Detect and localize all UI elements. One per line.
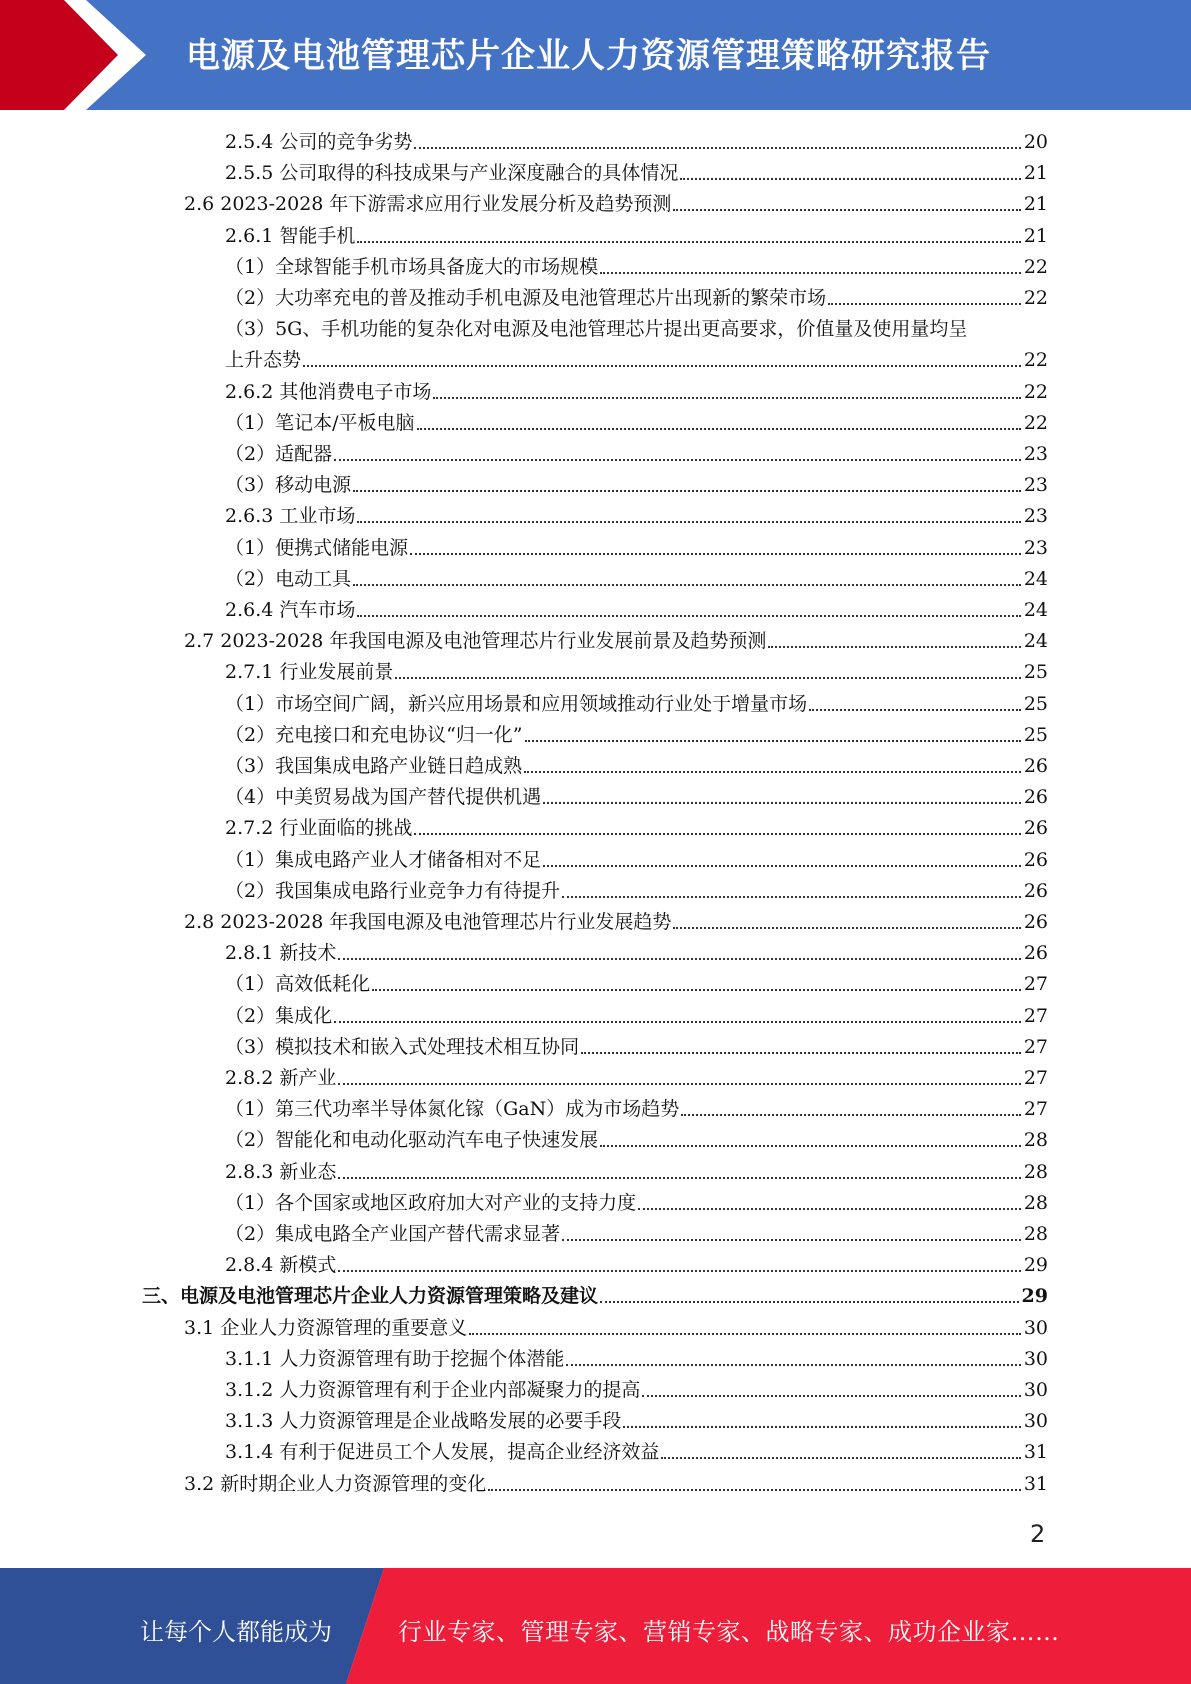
toc-entry[interactable]: [225, 596, 1048, 624]
toc-dot-leader: [600, 272, 1021, 274]
toc-entry-title: （1）各个国家或地区政府加大对产业的支持力度: [225, 1191, 637, 1214]
toc-dot-leader: [809, 709, 1021, 711]
toc-entry[interactable]: [225, 877, 1048, 905]
toc-entry-title: 2.8.1 新技术: [225, 942, 337, 965]
toc-dot-leader: [433, 397, 1020, 399]
toc-dot-leader: [638, 1208, 1021, 1210]
toc-entry-title: 3.1.4 有利于促进员工个人发展，提高企业经济效益: [225, 1441, 660, 1464]
toc-entry-page: 26: [1023, 942, 1048, 965]
page-number: 2: [1030, 1520, 1046, 1548]
toc-dot-leader: [334, 1021, 1021, 1023]
toc-dot-leader: [525, 740, 1021, 742]
toc-dot-leader: [600, 1301, 1019, 1303]
toc-entry[interactable]: [225, 939, 1048, 967]
toc-dot-leader: [338, 1177, 1020, 1179]
toc-dot-leader: [334, 459, 1021, 461]
toc-entry-title: 3.1.1 人力资源管理有助于挖掘个体潜能: [225, 1347, 565, 1370]
toc-entry-title: （1）笔记本/平板电脑: [225, 411, 415, 434]
toc-entry-page: 22: [1023, 349, 1048, 372]
toc-dot-leader: [828, 303, 1021, 305]
toc-dot-leader: [680, 178, 1020, 180]
toc-dot-leader: [681, 1114, 1021, 1116]
toc-dot-leader: [488, 1489, 1021, 1491]
toc-entry-title: 2.8.2 新产业: [225, 1067, 337, 1089]
toc-entry-title: 三、电源及电池管理芯片企业人力资源管理策略及建议: [142, 1285, 599, 1308]
toc-entry-title: 2.5.4 公司的竞争劣势: [225, 131, 413, 153]
toc-entry-page: 27: [1023, 1004, 1048, 1027]
toc-dot-leader: [543, 865, 1021, 867]
toc-entry-page: 24: [1023, 567, 1048, 590]
toc-entry[interactable]: [184, 190, 1048, 218]
toc-entry-title: 2.8.3 新业态: [225, 1160, 337, 1183]
toc-entry-page: 31: [1023, 1472, 1048, 1495]
toc-entry-title: 3.1.2 人力资源管理有利于企业内部凝聚力的提高: [225, 1379, 641, 1401]
toc-entry-page: 30: [1023, 1316, 1048, 1339]
toc-entry-title: 2.8 2023-2028 年我国电源及电池管理芯片行业发展趋势: [184, 911, 672, 933]
toc-entry-title: 2.6.2 其他消费电子市场: [225, 380, 432, 403]
toc-entry[interactable]: [184, 627, 1048, 655]
toc-entry[interactable]: [184, 1314, 1048, 1342]
toc-entry-page: 23: [1023, 505, 1048, 528]
toc-entry-title: （1）市场空间广阔，新兴应用场景和应用领域推动行业处于增量市场: [225, 692, 808, 715]
toc-entry[interactable]: [142, 1282, 1048, 1310]
toc-entry[interactable]: [225, 378, 1048, 406]
toc-entry-title: （2）电动工具: [225, 567, 352, 590]
page-footer: [0, 1568, 1191, 1684]
toc-entry[interactable]: [225, 565, 1048, 593]
toc-entry[interactable]: [225, 1126, 1048, 1154]
toc-entry-page: 26: [1023, 848, 1048, 871]
toc-entry[interactable]: [225, 1095, 1048, 1123]
toc-entry-page: 21: [1023, 193, 1048, 216]
toc-entry[interactable]: [225, 346, 1048, 374]
toc-entry-page: 23: [1023, 474, 1048, 497]
toc-entry[interactable]: [225, 690, 1048, 718]
toc-entry-title: 3.2 新时期企业人力资源管理的变化: [184, 1472, 487, 1495]
toc-entry[interactable]: [225, 1376, 1048, 1404]
toc-entry-page: 24: [1023, 599, 1048, 621]
toc-entry[interactable]: [184, 908, 1048, 936]
toc-entry[interactable]: [225, 534, 1048, 562]
toc-entry-title: 3.1.3 人力资源管理是企业战略发展的必要手段: [225, 1410, 622, 1433]
toc-entry-page: 20: [1023, 131, 1048, 153]
toc-entry-title: （3）我国集成电路产业链日趋成熟: [225, 755, 523, 777]
toc-entry-page: 27: [1023, 1098, 1048, 1121]
toc-entry[interactable]: [225, 409, 1048, 437]
toc-entry-page: 23: [1023, 536, 1048, 559]
toc-entry-page: 25: [1023, 661, 1048, 684]
toc-dot-leader: [338, 958, 1020, 960]
toc-entry-title: 2.7.1 行业发展前景: [225, 661, 394, 684]
footer-slogan-right: 行业专家、管理专家、营销专家、战略专家、成功企业家……: [398, 1618, 1060, 1646]
toc-dot-leader: [353, 584, 1021, 586]
toc-entry[interactable]: [225, 128, 1048, 156]
toc-entry-page: 26: [1023, 817, 1048, 840]
toc-entry-page: 31: [1023, 1441, 1048, 1464]
toc-entry-title: （2）适配器: [225, 443, 333, 465]
toc-dot-leader: [338, 1270, 1020, 1272]
toc-entry-page: 26: [1023, 755, 1048, 777]
toc-entry-page: 26: [1023, 879, 1048, 902]
toc-dot-leader: [417, 428, 1021, 430]
toc-entry[interactable]: [225, 752, 1048, 780]
toc-entry[interactable]: [225, 1064, 1048, 1092]
toc-entry-page: 22: [1023, 411, 1048, 434]
toc-entry-title: （4）中美贸易战为国产替代提供机遇: [225, 786, 542, 809]
toc-entry-title: （2）智能化和电动化驱动汽车电子快速发展: [225, 1129, 599, 1152]
toc-dot-leader: [623, 1426, 1020, 1428]
toc-entry-title: 2.6.1 智能手机: [225, 224, 356, 247]
toc-entry-page: 25: [1023, 723, 1048, 746]
toc-dot-leader: [357, 521, 1020, 523]
toc-dot-leader: [414, 147, 1020, 149]
toc-entry-title: （1）高效低耗化: [225, 973, 371, 996]
page-header: [0, 0, 1191, 110]
toc-dot-leader: [395, 677, 1020, 679]
toc-entry-title: （2）集成化: [225, 1004, 333, 1027]
toc-entry-title: 2.6 2023-2028 年下游需求应用行业发展分析及趋势预测: [184, 193, 672, 216]
toc-dot-leader: [338, 1083, 1020, 1085]
toc-entry[interactable]: [225, 471, 1048, 499]
toc-dot-leader: [673, 927, 1020, 929]
toc-entry-page: 29: [1023, 1254, 1048, 1277]
toc-entry-page: 28: [1023, 1223, 1048, 1245]
toc-dot-leader: [357, 241, 1020, 243]
toc-dot-leader: [566, 1364, 1020, 1366]
toc-entry-page: 28: [1023, 1160, 1048, 1183]
toc-entry[interactable]: [225, 814, 1048, 842]
report-title: 电源及电池管理芯片企业人力资源管理策略研究报告: [186, 36, 991, 76]
toc-entry[interactable]: [225, 253, 1048, 281]
toc-entry-title: （3）移动电源: [225, 474, 352, 497]
toc-entry-page: 29: [1021, 1285, 1048, 1308]
toc-entry-title: （2）我国集成电路行业竞争力有待提升: [225, 879, 561, 902]
toc-entry-page: 22: [1023, 287, 1048, 309]
toc-dot-leader: [543, 802, 1021, 804]
toc-entry-title: 2.5.5 公司取得的科技成果与产业深度融合的具体情况: [225, 162, 679, 185]
toc-entry[interactable]: [225, 721, 1048, 749]
toc-entry-title: （2）充电接口和充电协议“归一化”: [225, 723, 523, 746]
toc-entry-page: 24: [1023, 630, 1048, 653]
toc-entry-title: 3.1 企业人力资源管理的重要意义: [184, 1316, 468, 1339]
toc-dot-leader: [600, 1145, 1021, 1147]
toc-entry-page: 26: [1023, 786, 1048, 809]
toc-dot-leader: [562, 896, 1021, 898]
toc-entry[interactable]: [225, 1220, 1048, 1248]
toc-dot-leader: [414, 833, 1020, 835]
toc-entry-title: （1）集成电路产业人才储备相对不足: [225, 848, 542, 871]
toc-entry[interactable]: [225, 1345, 1048, 1373]
toc-entry-title: （1）全球智能手机市场具备庞大的市场规模: [225, 255, 599, 278]
toc-entry[interactable]: [225, 1033, 1048, 1061]
toc-entry-title: 2.6.4 汽车市场: [225, 599, 356, 621]
toc-entry-title: 2.7.2 行业面临的挑战: [225, 817, 413, 840]
toc-entry-title: 2.6.3 工业市场: [225, 505, 356, 528]
toc-entry-page: 30: [1023, 1347, 1048, 1370]
toc-entry-title: 上升态势: [225, 349, 302, 372]
toc-dot-leader: [303, 365, 1021, 367]
toc-entry[interactable]: [225, 315, 1048, 343]
toc-entry-page: 27: [1023, 1035, 1048, 1058]
toc-entry[interactable]: [225, 440, 1048, 468]
toc-entry-title: 2.7 2023-2028 年我国电源及电池管理芯片行业发展前景及趋势预测: [184, 630, 767, 653]
toc-dot-leader: [642, 1395, 1020, 1397]
toc-entry-page: 28: [1023, 1129, 1048, 1152]
toc-dot-leader: [768, 646, 1020, 648]
toc-entry-page: 21: [1023, 224, 1048, 247]
toc-entry[interactable]: [225, 846, 1048, 874]
toc-dot-leader: [562, 1239, 1021, 1241]
toc-entry-page: 22: [1023, 255, 1048, 278]
toc-entry[interactable]: [225, 222, 1048, 250]
toc-entry[interactable]: [225, 1189, 1048, 1217]
toc-dot-leader: [410, 553, 1021, 555]
toc-entry-title: （2）集成电路全产业国产替代需求显著: [225, 1223, 561, 1245]
toc-entry[interactable]: [184, 1470, 1048, 1498]
toc-entry[interactable]: [225, 159, 1048, 187]
toc-entry-page: 27: [1023, 973, 1048, 996]
toc-entry-page: 26: [1023, 911, 1048, 933]
toc-dot-leader: [353, 490, 1021, 492]
toc-entry-title: （1）便携式储能电源: [225, 536, 409, 559]
toc-dot-leader: [372, 989, 1021, 991]
toc-entry-page: 30: [1023, 1410, 1048, 1433]
toc-dot-leader: [673, 209, 1020, 211]
toc-entry[interactable]: [225, 970, 1048, 998]
footer-slogan-left: 让每个人都能成为: [140, 1618, 332, 1646]
toc-dot-leader: [524, 771, 1021, 773]
toc-entry[interactable]: [225, 658, 1048, 686]
toc-dot-leader: [661, 1457, 1020, 1459]
toc-entry[interactable]: [225, 783, 1048, 811]
toc-entry[interactable]: [225, 1002, 1048, 1030]
toc-entry-page: 21: [1023, 162, 1048, 185]
toc-entry-title: （3）5G、手机功能的复杂化对电源及电池管理芯片提出更高要求，价值量及使用量均呈: [225, 318, 968, 341]
toc-dot-leader: [469, 1333, 1021, 1335]
toc-entry[interactable]: [225, 284, 1048, 312]
toc-entry-page: 27: [1023, 1067, 1048, 1089]
toc-entry-page: 28: [1023, 1191, 1048, 1214]
toc-entry[interactable]: [225, 1438, 1048, 1466]
toc-entry-title: （1）第三代功率半导体氮化镓（GaN）成为市场趋势: [225, 1098, 680, 1121]
toc-entry-page: 30: [1023, 1379, 1048, 1401]
toc-entry-title: （3）模拟技术和嵌入式处理技术相互协同: [225, 1035, 580, 1058]
toc-entry[interactable]: [225, 1251, 1048, 1279]
toc-entry-page: 25: [1023, 692, 1048, 715]
toc-dot-leader: [357, 615, 1020, 617]
toc-entry[interactable]: [225, 1407, 1048, 1435]
toc-entry-title: （2）大功率充电的普及推动手机电源及电池管理芯片出现新的繁荣市场: [225, 287, 827, 309]
toc-entry-title: 2.8.4 新模式: [225, 1254, 337, 1277]
toc-dot-leader: [581, 1052, 1021, 1054]
toc-entry[interactable]: [225, 502, 1048, 530]
toc-entry-page: 22: [1023, 380, 1048, 403]
toc-entry[interactable]: [225, 1158, 1048, 1186]
toc-entry-page: 23: [1023, 443, 1048, 465]
